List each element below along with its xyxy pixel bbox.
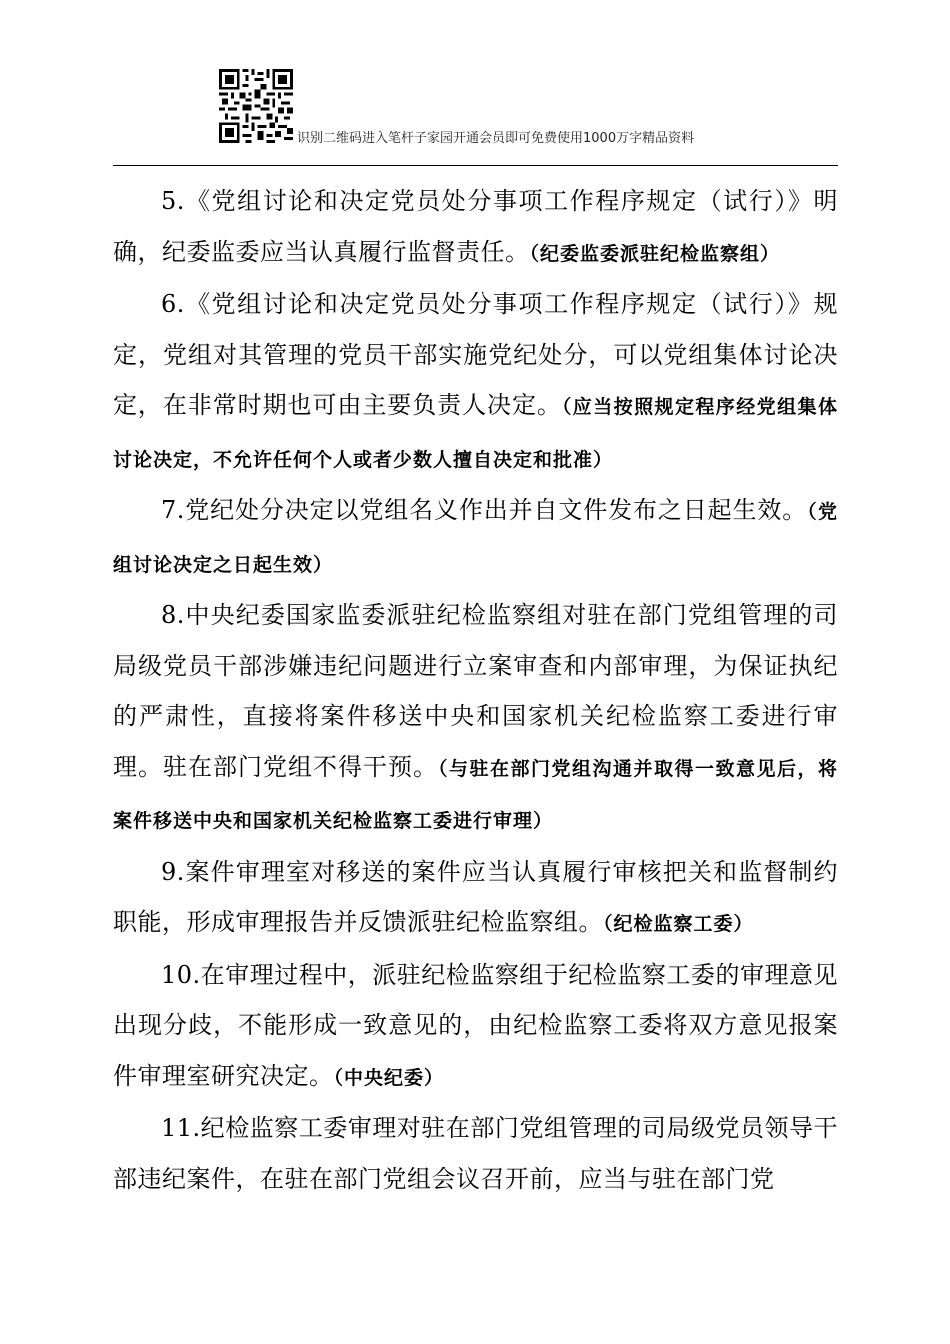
question-text: 5.《党组讨论和决定党员处分事项工作程序规定（试行）》明确，纪委监委应当认真履行监督责任。 xyxy=(113,187,838,266)
question-text: 10.在审理过程中，派驻纪检监察组于纪检监察工委的审理意见出现分歧，不能形成一致意见的，由纪检监察工委将双方意见报案件审理室研究决定。 xyxy=(113,960,838,1090)
question-text: 9.案件审理室对移送的案件应当认真履行审核把关和监督制约职能，形成审理报告并反馈派驻纪检监察组。 xyxy=(113,857,838,936)
question-item xyxy=(113,1103,838,1206)
question-text: 7.党纪处分决定以党组名义作出并自文件发布之日起生效。 xyxy=(161,496,808,524)
answer-note: （党组讨论决定之日起生效） xyxy=(113,501,838,576)
question-text: 6.《党组讨论和决定党员处分事项工作程序规定（试行）》规定，党组对其管理的党员干部实施党纪处分，可以党组集体讨论决定，在非常时期也可由主要负责人决定。 xyxy=(113,290,838,419)
answer-note: （纪检监察工委） xyxy=(603,913,754,935)
question-item xyxy=(113,590,838,847)
question-item xyxy=(113,847,838,950)
document-body xyxy=(113,176,838,1206)
question-item xyxy=(113,485,838,590)
qr-code-icon[interactable] xyxy=(219,69,293,143)
answer-note: （纪委监委派驻纪检监察组） xyxy=(529,242,781,265)
header-caption: 识别二维码进入笔杆子家园开通会员即可免费使用1000万字精品资料 xyxy=(297,131,695,146)
question-text: 11.纪检监察工委审理对驻在部门党组管理的司局级党员领导干部违纪案件，在驻在部门党组会议召开前，应当与驻在部门党 xyxy=(113,1114,838,1193)
header-divider xyxy=(113,165,838,166)
question-item xyxy=(113,279,838,485)
answer-note: （与驻在部门党组沟通并取得一致意见后，将案件移送中央和国家机关纪检监察工委进行审理） xyxy=(113,757,838,832)
question-item xyxy=(113,176,838,279)
question-item xyxy=(113,950,838,1104)
answer-note: （中央纪委） xyxy=(333,1066,445,1089)
question-text: 8.中央纪委国家监委派驻纪检监察组对驻在部门党组管理的司局级党员干部涉嫌违纪问题进行立案审查和内部审理，为保证执纪的严肃性，直接将案件移送中央和国家机关纪检监察工委进行审理。驻在部门党组不得干预。 xyxy=(113,601,838,781)
page-header xyxy=(0,0,950,170)
answer-note: （应当按照规定程序经党组集体讨论决定，不允许任何个人或者少数人擅自决定和批准） xyxy=(113,396,838,471)
